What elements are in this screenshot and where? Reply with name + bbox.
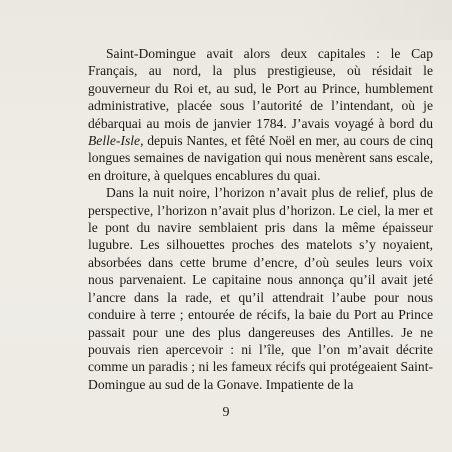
- body-text: [88, 45, 433, 393]
- paragraph-1-text-b: , depuis Nantes, et fêté Noël en mer, au cours de cinq longues semaines de navigation qui nous menèrent sans escale, en droiture, à quelques encablures du quai.: [88, 133, 433, 183]
- show-through-shadow: [300, 0, 452, 40]
- ship-name: Belle-Isle: [88, 133, 141, 149]
- paragraph-1: [88, 45, 433, 184]
- paragraph-2: [88, 184, 433, 393]
- page-number: 9: [222, 405, 230, 420]
- paragraph-2-text: Dans la nuit noire, l’horizon n’avait plus de relief, plus de perspective, l’horizon n’avait plus d’horizon. Le ciel, la mer et le pont du navire semblaient pris dans la même épaisseur lugubre. Les silhouettes proches des matelots s’y noyaient, absorbées dans cette brume d’encre, d’où seules leurs voix nous parvenaient. Le capitaine nous annonça qu’il avait jeté l’ancre dans la rade, et qu’il attendrait l’aube pour nous conduire à terre ; entourée de récifs, la baie du Port au Prince passait pour une des plus dangereuses des Antilles. Je ne pouvais rien apercevoir : ni l’île, que l’on m’avait décrite comme un paradis ; ni les fameux récifs qui protégeaient Saint-Domingue au sud de la Gonave. Impatiente de la: [88, 185, 433, 392]
- paragraph-1-text-a: Saint-Domingue avait alors deux capitales : le Cap Français, au nord, la plus prestigieuse, où résidait le gouverneur du Roi et, au sud, le Port au Prince, humblement administrative, placée sous l’autorité de l’intendant, où je débarquai au mois de janvier 1784. J’avais voyagé à bord du: [88, 46, 433, 131]
